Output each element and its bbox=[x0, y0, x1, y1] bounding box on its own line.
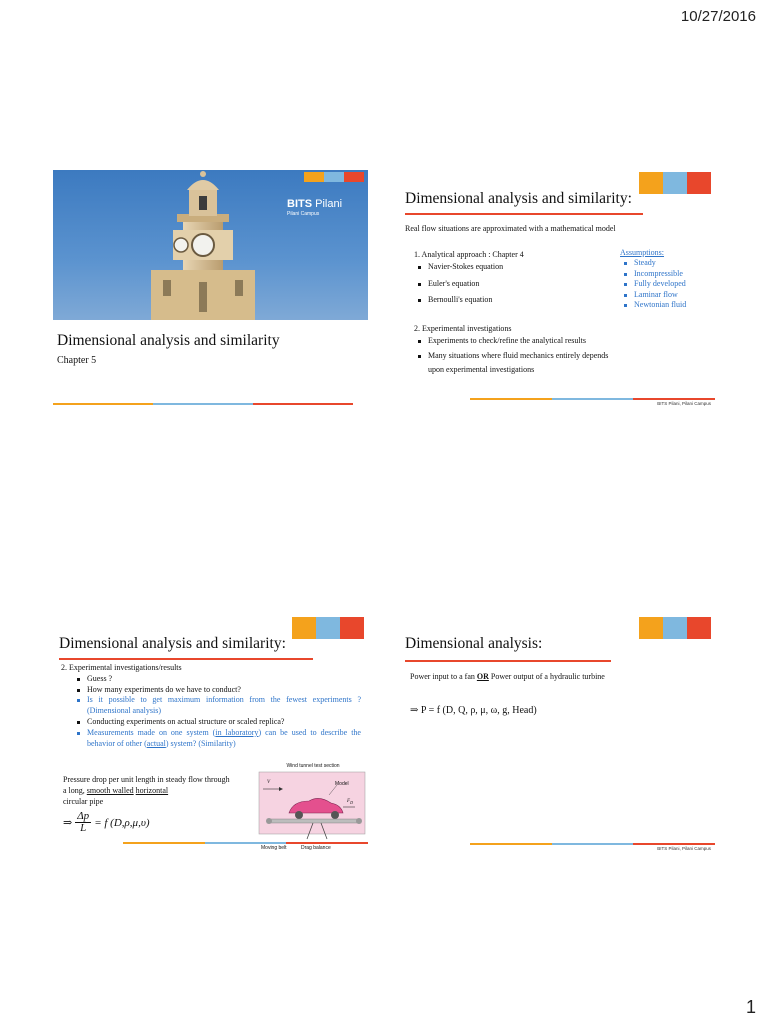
bullet-guess: Guess ? bbox=[87, 674, 361, 685]
footer-bar bbox=[470, 843, 715, 845]
intro-text: Real flow situations are approximated with a mathematical model bbox=[405, 224, 616, 233]
title-underline bbox=[405, 213, 643, 215]
bullet-check-results: Experiments to check/refine the analytical results bbox=[428, 336, 709, 347]
eq-denominator: L bbox=[80, 822, 87, 834]
eq-rhs: = f (D,ρ,μ,υ) bbox=[94, 816, 150, 829]
item-experimental: 2. Experimental investigations bbox=[414, 324, 512, 333]
campus-photo bbox=[53, 170, 368, 320]
pipe-underline-horizontal: horizontal bbox=[135, 785, 169, 795]
footer-bar bbox=[123, 842, 368, 844]
experimental-results bbox=[61, 663, 361, 749]
section-heading: 2. Experimental investigations/results bbox=[61, 663, 182, 672]
wind-tunnel-drawing bbox=[257, 763, 368, 852]
wind-tunnel-figure bbox=[257, 763, 368, 852]
bullet-many-situations: Many situations where fluid mechanics entirely depends bbox=[428, 351, 709, 362]
line-text-a: Power input to a fan bbox=[410, 672, 477, 681]
logo-brand: BITS bbox=[287, 198, 313, 210]
pipe-description bbox=[63, 775, 233, 807]
pipe-underline-smooth: smooth walled bbox=[86, 785, 134, 795]
bullet-navier-stokes: Navier-Stokes equation bbox=[428, 262, 624, 273]
brand-blocks bbox=[639, 172, 711, 194]
fig-drag-balance: Drag balance bbox=[301, 845, 331, 851]
fig-drag-force bbox=[347, 799, 353, 805]
logo-name: Pilani bbox=[315, 198, 343, 210]
slide-title bbox=[53, 170, 368, 407]
slide-intro bbox=[400, 170, 715, 407]
experimental-section bbox=[414, 324, 709, 376]
pipe-text-a: Pressure drop per unit length in steady flow through a long, bbox=[63, 775, 230, 795]
item-analytical: 1. Analytical approach : Chapter 4 bbox=[414, 250, 524, 259]
assumption-item: Incompressible bbox=[634, 269, 686, 279]
line-or: OR bbox=[476, 672, 489, 681]
footer-bar bbox=[53, 403, 353, 405]
similarity-underline-actual: actual bbox=[146, 738, 166, 748]
slide-experimental bbox=[53, 615, 368, 852]
bullet-bernoulli: Bernoulli's equation bbox=[428, 295, 624, 306]
clock-tower-illustration bbox=[53, 170, 368, 320]
slide-title-text: Dimensional analysis and similarity: bbox=[59, 635, 286, 652]
slide-dimensional-analysis bbox=[400, 615, 715, 852]
footer-bar bbox=[470, 398, 715, 400]
bits-pilani-logo bbox=[287, 198, 342, 217]
brand-blocks bbox=[304, 172, 364, 182]
slide-title-text: Dimensional analysis and similarity bbox=[57, 332, 280, 349]
logo-campus: Pilani Campus bbox=[287, 211, 320, 217]
title-underline bbox=[59, 658, 313, 660]
fan-turbine-line bbox=[410, 672, 605, 683]
analytical-section bbox=[414, 250, 624, 306]
power-equation: ⇒ P = f (D, Q, ρ, μ, ω, g, Head) bbox=[410, 705, 537, 716]
fig-title: Wind tunnel test section bbox=[286, 763, 340, 769]
footer-label: BITS Pilani, Pilani Campus bbox=[657, 846, 711, 851]
assumption-item: Laminar flow bbox=[634, 290, 686, 300]
fig-fd-sub: D bbox=[350, 800, 353, 805]
assumption-item: Fully developed bbox=[634, 279, 686, 289]
fig-model: Model bbox=[335, 781, 349, 787]
bullet-how-many: How many experiments do we have to conduct? bbox=[87, 685, 361, 696]
bullet-euler: Euler's equation bbox=[428, 279, 624, 290]
page-number: 1 bbox=[745, 997, 756, 1017]
assumptions-title: Assumptions: bbox=[620, 248, 665, 257]
similarity-underline-lab: in laboratory bbox=[215, 727, 259, 737]
footer-label: BITS Pilani, Pilani Campus bbox=[657, 401, 711, 406]
line-text-b: Power output of a hydraulic turbine bbox=[488, 672, 605, 681]
assumption-item: Steady bbox=[634, 258, 686, 268]
bullet-fewest-experiments: Is it possible to get maximum information from the fewest experiments ? (Dimensional analysis) bbox=[87, 695, 361, 716]
bullet-actual-structure: Conducting experiments on actual structure or scaled replica? bbox=[87, 717, 361, 728]
pressure-equation: ⇒ $\frac{\Delta p}{L}$ = f (D,ρ,μ,υ) bbox=[63, 810, 150, 834]
brand-blocks bbox=[639, 617, 711, 639]
bullet-continuation: upon experimental investigations bbox=[428, 365, 535, 375]
assumption-item: Newtonian fluid bbox=[634, 299, 687, 309]
similarity-text-b: ) can be used to describe the behavior of other ( bbox=[87, 727, 361, 748]
assumptions-box bbox=[620, 248, 686, 310]
slide-title-text: Dimensional analysis: bbox=[405, 635, 543, 652]
title-underline bbox=[405, 660, 611, 662]
similarity-text-c: ) system? (Similarity) bbox=[165, 738, 236, 748]
similarity-text-a: Measurements made on one system ( bbox=[87, 727, 216, 737]
print-date: 10/27/2016 bbox=[680, 8, 756, 25]
slide-title-text: Dimensional analysis and similarity: bbox=[405, 190, 632, 207]
bullet-similarity bbox=[87, 728, 361, 750]
fig-fd: F bbox=[347, 799, 351, 804]
brand-blocks bbox=[292, 617, 364, 639]
eq-numerator: Δp bbox=[77, 810, 90, 822]
slide-subtitle: Chapter 5 bbox=[57, 355, 97, 366]
fig-velocity: V bbox=[267, 780, 271, 785]
pipe-text-b: circular pipe bbox=[63, 796, 104, 806]
fig-moving-belt: Moving belt bbox=[261, 845, 287, 851]
